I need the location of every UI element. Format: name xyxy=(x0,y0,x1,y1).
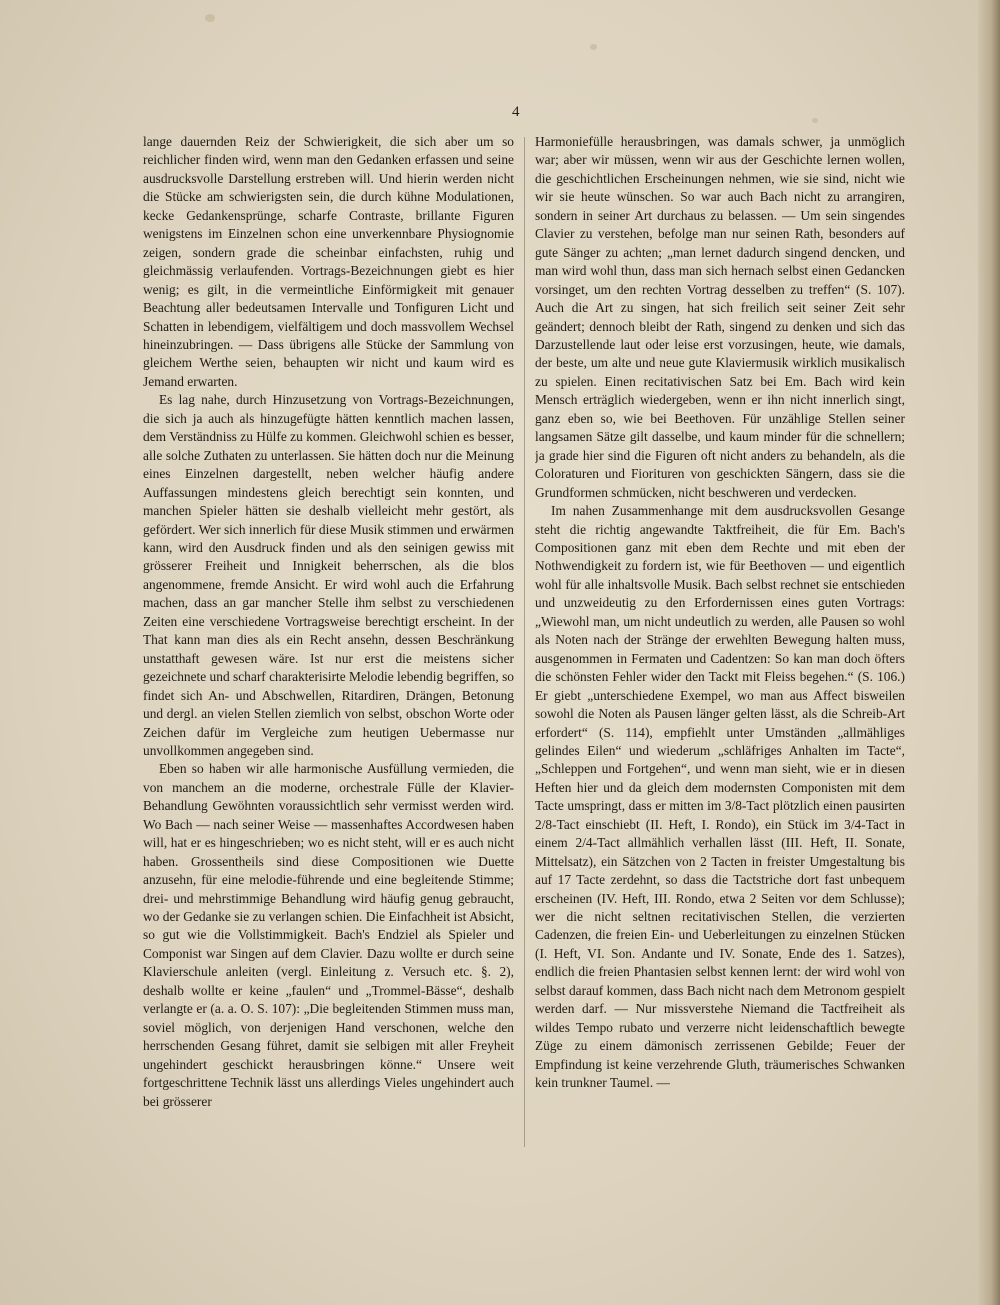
right-text-column xyxy=(535,133,905,1158)
left-text-column xyxy=(143,133,514,1158)
paragraph: lange dauernden Reiz der Schwierigkeit, die sich aber um so reichlicher finden wird, wenn man den Gedanken erfassen und seine ausdrucksvolle Darstellung erstreben will. Und hierin werden nicht die Stücke am schwierigsten sein, die durch kühne Modulationen, kecke Gedankensprünge, scharfe Contraste, brillante Figuren wenigstens im Einzelnen schon eine unverkennbare Physiognomie zeigen, sondern grade die scheinbar einfachsten, ruhig und gleichmässig verlaufenden. Vortrags-Bezeichnungen giebt es hier wenig; es gilt, in die vermeintliche Einförmigkeit mit genauer Beachtung aller bedeutsamen Intervalle und Tonfiguren Licht und Schatten in lebendigem, vielfältigem und doch massvollem Wechsel hineinzubringen. — Dass übrigens alle Stücke der Sammlung von gleichem Werthe seien, behaupten wir nicht und kaum wird es Jemand erwarten. xyxy=(143,134,514,389)
paper-stain xyxy=(590,44,597,50)
column-divider xyxy=(524,137,525,1147)
paragraph: Es lag nahe, durch Hinzusetzung von Vortrags-Bezeichnungen, die sich ja auch als hinzugefügte hätten kenntlich machen lassen, dem Verständniss zu Hülfe zu kommen. Gleichwohl schien es besser, alle solche Zuthaten zu unterlassen. Sie hätten doch nur die Meinung eines Einzelnen dargestellt, neben welcher häufig andere Auffassungen mindestens gleich berechtigt sein konnten, und manchen Spieler hätten sie deshalb vielleicht mehr gestört, als gefördert. Wer sich innerlich für diese Musik stimmen und erwärmen kann, wird den Ausdruck finden und als den seinigen gewiss mit grösserer Freiheit und Innigkeit beherrschen, als die blos angenommene, fremde Ansicht. Er wird wohl auch die Erfahrung machen, dass an gar mancher Stelle ihm selbst zu verschiedenen Zeiten eine verschiedene Vortragsweise berechtigt erscheint. In der That kann man dies als ein Recht ansehn, dessen Beschränkung unstatthaft gewesen wäre. Ist nur erst die meistens sicher gezeichnete und scharf charakterisirte Melodie lebendig begriffen, so findet sich An- und Abschwellen, Ritardiren, Drängen, Betonung und dergl. an vielen Stellen ziemlich von selbst, obschon Worte oder Zeichen dafür im Vergleiche zum heutigen Uebermasse nur unvollkommen angegeben sind. xyxy=(143,392,514,758)
page-edge-shadow xyxy=(978,0,1000,1305)
paragraph: Im nahen Zusammenhange mit dem ausdrucksvollen Gesange steht die richtig angewandte Taktfreiheit, die für Em. Bach's Compositionen ganz mit eben dem Rechte und mit eben der Nothwendigkeit zu fordern ist, wie für Beethoven — und eigentlich wohl für alle inhaltsvolle Musik. Bach selbst rechnet sie entschieden und unzweideutig zu den Erfordernissen eines guten Vortrags: „Wiewohl man, um nicht undeutlich zu werden, alle Pausen so wohl als Noten nach der Stränge der erwehlten Bewegung halten muss, ausgenommen in Fermaten und Cadentzen: So kan man doch öfters die schönsten Fehler wider den Tackt mit Fleiss begehen.“ (S. 106.) Er giebt „unterschiedene Exempel, wo man aus Affect bisweilen sowohl die Noten als Pausen länger gelten lässt, als die Schreib-Art erfordert“ (S. 114), empfiehlt unter Umständen „allmähliges gelindes Eilen“ und wiederum „schläfriges Anhalten im Tacte“, „Schleppen und Fortgehen“, und wenn man sieht, wie er in diesen Heften hier und da gleich dem modernsten Componisten mit dem Tacte umspringt, dass er mitten im 3/8-Tact plötzlich einen pausirten 2/8-Tact einschiebt (II. Heft, I. Rondo), ein Stück im 3/4-Tact in einem 2/4-Tact allmählich verhallen lässt (III. Heft, II. Sonate, Mittelsatz), ein Sätzchen von 2 Tacten in freister Umgestaltung bis auf 17 Tacte zerdehnt, so dass die Tactstriche dort fast unbequem erscheinen (IV. Heft, III. Rondo, etwa 2 Seiten vor dem Schlusse); wer die nicht seltnen recitativischen Stellen, die verzierten Cadenzen, die freien Ein- und Ueberleitungen zu einzelnen Stücken (I. Heft, VI. Son. Andante und IV. Sonate, Ende des 1. Satzes), endlich die freien Phantasien selbst kennen lernt: der wird wohl von selbst darauf kommen, dass Bach nicht nach dem Metronom gespielt werden darf. — Nur missverstehe Niemand die Tactfreiheit als wildes Tempo rubato und verzerre nicht leidenschaftlich bewegte Züge zu einem dämonisch zerrissenen Gebilde; Feuer der Empfindung ist keine verzehrende Gluth, träumerisches Schwanken kein trunkner Taumel. — xyxy=(535,503,905,1091)
page-number: 4 xyxy=(512,104,520,120)
paragraph: Harmoniefülle herausbringen, was damals schwer, ja unmöglich war; aber wir müssen, wenn wir aus der Geschichte lernen wollen, die geschichtlichen Erscheinungen nehmen, wie sie sind, nicht wie wir sie heute wünschen. So war auch Bach nicht zu arrangiren, sondern in seiner Art durchaus zu belassen. — Um sein singendes Clavier zu verstehen, befolge man nur seinen Rath, besonders auf gute Sänger zu achten; „man lernet dadurch singend dencken, und man wird wohl thun, dass man sich hernach selbst einen Gedancken vorsinget, um den rechten Vortrag desselben zu treffen“ (S. 107). Auch die Art zu singen, hat sich freilich seit seiner Zeit sehr geändert; dennoch bleibt der Rath, singend zu denken und sich das Darzustellende laut oder leise erst vorzusingen, heute, wie damals, der beste, um alte und neue gute Klaviermusik wirklich musikalisch zu spielen. Einen recitativischen Satz bei Em. Bach wird kein Mensch erträglich wiedergeben, wenn er ihn nicht innerlich singt, ganz eben so, wie bei Beethoven. Für unzählige Stellen seiner langsamen Sätze gilt dasselbe, und kaum minder für die schnellern; ja grade hier sind die Figuren oft nicht anders zu behandeln, als die Coloraturen und Fiorituren von geschickten Sängern, dass sie die Grundformen schmücken, nicht beschweren und verdecken. xyxy=(535,134,905,500)
paper-stain xyxy=(812,118,818,123)
paper-stain xyxy=(205,14,215,22)
paragraph: Eben so haben wir alle harmonische Ausfüllung vermieden, die von manchem an die moderne, orchestrale Fülle der Klavier-Behandlung Gewöhnten voraussichtlich sehr vermisst werden wird. Wo Bach — nach seiner Weise — massenhaftes Accordwesen haben will, hat er es hingeschrieben; wo es nicht steht, will er es auch nicht haben. Grossentheils sind diese Compositionen wie Duette anzusehn, für eine melodie-führende und eine begleitende Stimme; drei- und mehrstimmige Behandlung wird häufig genug gebraucht, wo der Gedanke sie zu verlangen schien. Die Einfachheit ist Absicht, so gut wie die Vollstimmigkeit. Bach's Endziel als Spieler und Componist war Singen auf dem Clavier. Dazu wollte er durch seine Klavierschule anleiten (vergl. Einleitung z. Versuch etc. §. 2), deshalb wollte er keine „faulen“ und „Trommel-Bässe“, deshalb verlangte er (a. a. O. S. 107): „Die begleitenden Stimmen muss man, soviel möglich, von derjenigen Hand verschonen, welche den herrschenden Gesang führet, damit sie selbigen mit aller Freyheit ungehindert geschickt herausbringen könne.“ Unsere weit fortgeschrittene Technik lässt uns allerdings Vieles ungehindert auch bei grösserer xyxy=(143,761,514,1109)
